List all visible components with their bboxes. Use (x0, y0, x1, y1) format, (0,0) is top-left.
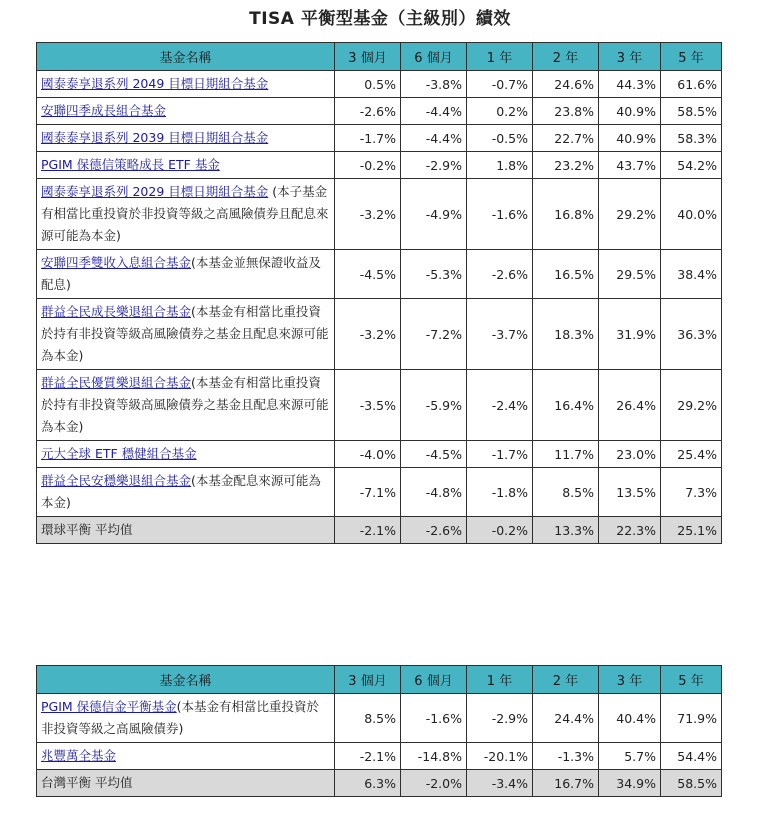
return-value-cell: -4.4% (401, 98, 467, 125)
return-value-cell: -4.5% (401, 441, 467, 468)
fund-note: (本基金有相當比重投資於非投資等級之高風險債券) (41, 699, 320, 736)
return-value-cell: 24.4% (533, 694, 599, 743)
table-row (37, 179, 722, 250)
return-value-cell: -4.0% (335, 441, 401, 468)
average-label: 環球平衡 平均值 (37, 517, 335, 544)
average-value-cell: 16.7% (533, 770, 599, 797)
return-value-cell: -7.1% (335, 468, 401, 517)
table-row (37, 125, 722, 152)
return-value-cell: -2.6% (467, 250, 533, 299)
return-value-cell: -5.3% (401, 250, 467, 299)
fund-note: (本基金配息來源可能為本金) (41, 473, 321, 510)
return-value-cell: 40.0% (661, 179, 722, 250)
fund-name-link[interactable]: 群益全民安穩樂退組合基金 (41, 473, 192, 488)
fund-name-cell (37, 468, 335, 517)
fund-name-link[interactable]: PGIM 保德信金平衡基金 (41, 699, 177, 714)
table-row (37, 299, 722, 370)
return-value-cell: 16.4% (533, 370, 599, 441)
average-value-cell: 58.5% (661, 770, 722, 797)
return-value-cell: 54.4% (661, 743, 722, 770)
fund-name-cell (37, 370, 335, 441)
column-header-period: 6 個月 (401, 666, 467, 694)
return-value-cell: 1.8% (467, 152, 533, 179)
table-row (37, 250, 722, 299)
return-value-cell: 18.3% (533, 299, 599, 370)
fund-name-cell (37, 694, 335, 743)
return-value-cell: 5.7% (599, 743, 661, 770)
return-value-cell: 40.9% (599, 125, 661, 152)
table-row (37, 370, 722, 441)
fund-name-cell (37, 743, 335, 770)
return-value-cell: -7.2% (401, 299, 467, 370)
column-header-period: 1 年 (467, 666, 533, 694)
fund-name-link[interactable]: 元大全球 ETF 穩健組合基金 (41, 446, 197, 461)
column-header-fund-name: 基金名稱 (37, 666, 335, 694)
return-value-cell: 16.5% (533, 250, 599, 299)
table-row (37, 71, 722, 98)
column-header-period: 1 年 (467, 43, 533, 71)
fund-name-link[interactable]: 安聯四季雙收入息組合基金 (41, 255, 192, 270)
fund-name-link[interactable]: 兆豐萬全基金 (41, 748, 117, 763)
fund-name-link[interactable]: PGIM 保德信策略成長 ETF 基金 (41, 157, 220, 172)
fund-name-cell (37, 299, 335, 370)
return-value-cell: 43.7% (599, 152, 661, 179)
fund-name-link[interactable]: 國泰泰享退系列 2049 目標日期組合基金 (41, 76, 269, 91)
return-value-cell: -20.1% (467, 743, 533, 770)
return-value-cell: -1.7% (335, 125, 401, 152)
return-value-cell: -4.4% (401, 125, 467, 152)
fund-name-cell (37, 98, 335, 125)
return-value-cell: -1.3% (533, 743, 599, 770)
fund-name-link[interactable]: 安聯四季成長組合基金 (41, 103, 167, 118)
return-value-cell: 23.8% (533, 98, 599, 125)
return-value-cell: -1.6% (401, 694, 467, 743)
fund-performance-table-global (36, 42, 722, 544)
average-value-cell: -2.6% (401, 517, 467, 544)
return-value-cell: 26.4% (599, 370, 661, 441)
return-value-cell: 23.2% (533, 152, 599, 179)
return-value-cell: -2.4% (467, 370, 533, 441)
return-value-cell: -3.8% (401, 71, 467, 98)
return-value-cell: -4.9% (401, 179, 467, 250)
return-value-cell: -2.9% (401, 152, 467, 179)
return-value-cell: 11.7% (533, 441, 599, 468)
return-value-cell: -1.8% (467, 468, 533, 517)
fund-note: (本基金有相當比重投資於持有非投資等級高風險債券之基金且配息來源可能為本金) (41, 304, 329, 363)
column-header-period: 5 年 (661, 666, 722, 694)
return-value-cell: 29.2% (599, 179, 661, 250)
average-row (37, 770, 722, 797)
return-value-cell: 16.8% (533, 179, 599, 250)
average-value-cell: 34.9% (599, 770, 661, 797)
return-value-cell: -2.9% (467, 694, 533, 743)
table-row (37, 152, 722, 179)
return-value-cell: 0.5% (335, 71, 401, 98)
return-value-cell: -14.8% (401, 743, 467, 770)
average-value-cell: -3.4% (467, 770, 533, 797)
fund-name-cell (37, 179, 335, 250)
table-row (37, 694, 722, 743)
return-value-cell: -4.5% (335, 250, 401, 299)
average-value-cell: -2.0% (401, 770, 467, 797)
fund-name-link[interactable]: 國泰泰享退系列 2039 目標日期組合基金 (41, 130, 269, 145)
return-value-cell: -3.2% (335, 179, 401, 250)
column-header-period: 3 個月 (335, 43, 401, 71)
return-value-cell: -2.6% (335, 98, 401, 125)
fund-name-cell (37, 71, 335, 98)
column-header-period: 2 年 (533, 43, 599, 71)
return-value-cell: 36.3% (661, 299, 722, 370)
return-value-cell: -3.2% (335, 299, 401, 370)
return-value-cell: -1.7% (467, 441, 533, 468)
table-row (37, 98, 722, 125)
column-header-period: 2 年 (533, 666, 599, 694)
return-value-cell: 31.9% (599, 299, 661, 370)
return-value-cell: -0.5% (467, 125, 533, 152)
average-value-cell: 25.1% (661, 517, 722, 544)
average-label: 台灣平衡 平均值 (37, 770, 335, 797)
return-value-cell: 40.9% (599, 98, 661, 125)
fund-name-cell (37, 125, 335, 152)
column-header-period: 3 年 (599, 43, 661, 71)
return-value-cell: 13.5% (599, 468, 661, 517)
return-value-cell: 25.4% (661, 441, 722, 468)
return-value-cell: 44.3% (599, 71, 661, 98)
fund-performance-table-taiwan (36, 665, 722, 797)
column-header-period: 3 個月 (335, 666, 401, 694)
return-value-cell: -3.5% (335, 370, 401, 441)
table-row (37, 468, 722, 517)
fund-note: (本子基金有相當比重投資於非投資等級之高風險債券且配息來源可能為本金) (41, 184, 329, 243)
table-row (37, 743, 722, 770)
return-value-cell: -4.8% (401, 468, 467, 517)
return-value-cell: 58.3% (661, 125, 722, 152)
return-value-cell: 61.6% (661, 71, 722, 98)
return-value-cell: -3.7% (467, 299, 533, 370)
return-value-cell: 0.2% (467, 98, 533, 125)
return-value-cell: 22.7% (533, 125, 599, 152)
average-value-cell: 6.3% (335, 770, 401, 797)
return-value-cell: 29.2% (661, 370, 722, 441)
return-value-cell: 23.0% (599, 441, 661, 468)
return-value-cell: 8.5% (335, 694, 401, 743)
fund-name-cell (37, 250, 335, 299)
page-title: TISA 平衡型基金（主級別）績效 (249, 9, 511, 29)
return-value-cell: 58.5% (661, 98, 722, 125)
column-header-period: 6 個月 (401, 43, 467, 71)
return-value-cell: 38.4% (661, 250, 722, 299)
column-header-period: 3 年 (599, 666, 661, 694)
return-value-cell: 24.6% (533, 71, 599, 98)
average-value-cell: 13.3% (533, 517, 599, 544)
return-value-cell: -5.9% (401, 370, 467, 441)
return-value-cell: 54.2% (661, 152, 722, 179)
return-value-cell: -0.2% (335, 152, 401, 179)
table-header (37, 43, 722, 71)
average-value-cell: -2.1% (335, 517, 401, 544)
table-header (37, 666, 722, 694)
return-value-cell: -2.1% (335, 743, 401, 770)
average-value-cell: -0.2% (467, 517, 533, 544)
fund-name-link[interactable]: 群益全民成長樂退組合基金 (41, 304, 192, 319)
fund-name-cell (37, 441, 335, 468)
average-value-cell: 22.3% (599, 517, 661, 544)
return-value-cell: 40.4% (599, 694, 661, 743)
fund-name-link[interactable]: 群益全民優質樂退組合基金 (41, 375, 192, 390)
fund-note: (本基金有相當比重投資於持有非投資等級高風險債券之基金且配息來源可能為本金) (41, 375, 329, 434)
return-value-cell: -0.7% (467, 71, 533, 98)
return-value-cell: 7.3% (661, 468, 722, 517)
column-header-period: 5 年 (661, 43, 722, 71)
fund-name-link[interactable]: 國泰泰享退系列 2029 目標日期組合基金 (41, 184, 269, 199)
return-value-cell: 8.5% (533, 468, 599, 517)
return-value-cell: -1.6% (467, 179, 533, 250)
column-header-fund-name: 基金名稱 (37, 43, 335, 71)
average-row (37, 517, 722, 544)
table-row (37, 441, 722, 468)
return-value-cell: 29.5% (599, 250, 661, 299)
fund-note: (本基金並無保證收益及配息) (41, 255, 321, 292)
return-value-cell: 71.9% (661, 694, 722, 743)
fund-name-cell (37, 152, 335, 179)
